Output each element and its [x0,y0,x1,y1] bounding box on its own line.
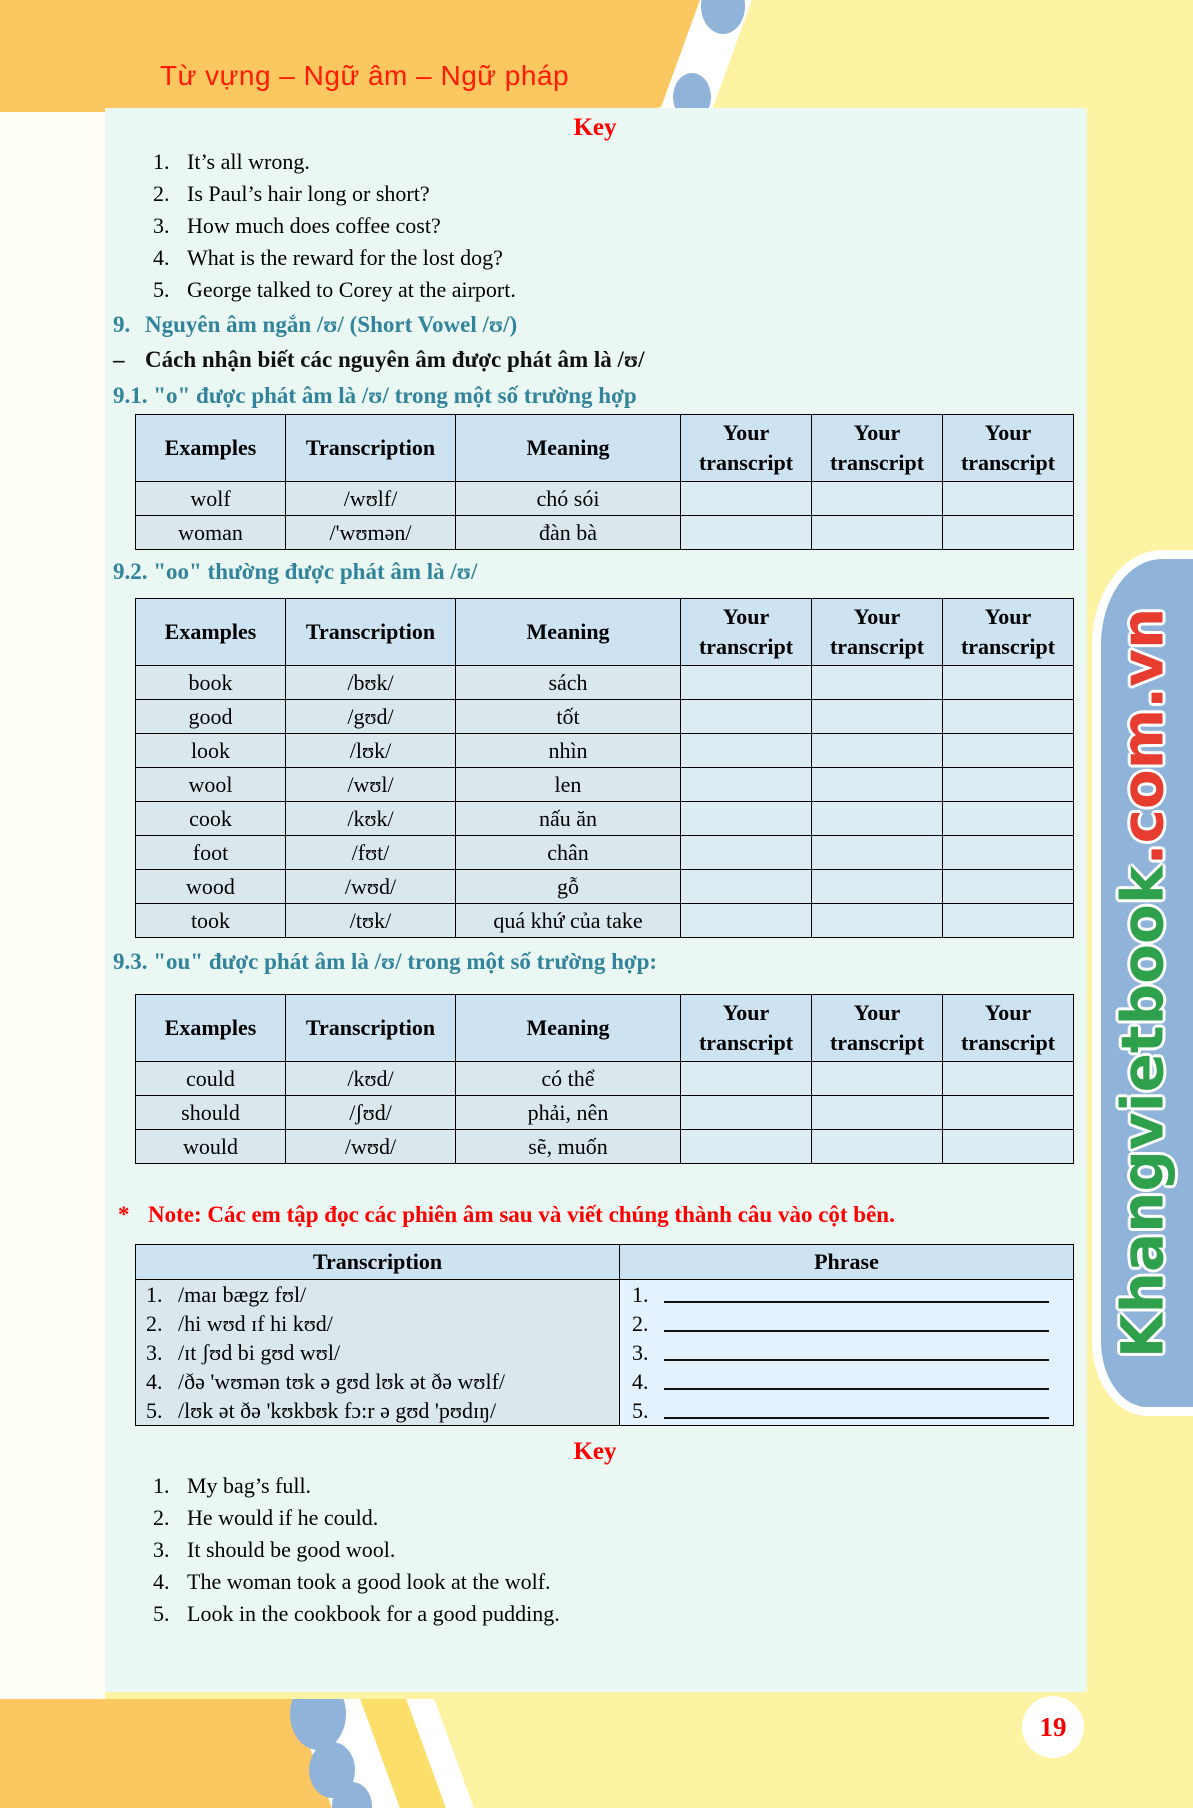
column-header: Your transcript [681,415,812,482]
table-row [136,1338,1074,1367]
your-transcript-empty-cell [812,700,943,734]
note-line [118,1198,1077,1232]
table-cell: chó sói [456,482,681,516]
your-transcript-empty-cell [681,904,812,938]
column-header: Transcription [286,599,456,666]
your-transcript-empty-cell [681,1096,812,1130]
column-header: Phrase [620,1245,1074,1280]
key-list-item [153,242,1077,274]
item-number: 3. [146,1339,163,1365]
watermark-red-part: .com.vn [1108,607,1177,866]
ipa-transcription: /lʊk ət ðə 'kʊkbʊk fɔ:r ə gʊd 'pʊdɪŋ/ [178,1397,497,1423]
key-answer-list-top [153,146,1077,306]
item-number: 1. [153,1473,170,1498]
your-transcript-empty-cell [943,1096,1074,1130]
section-9-3-heading: 9.3. "ou" được phát âm là /ʊ/ trong một số trường hợp: [113,949,658,974]
table-cell: /ʃʊd/ [286,1096,456,1130]
table-cell: /bʊk/ [286,666,456,700]
item-text: Look in the cookbook for a good pudding. [187,1601,560,1626]
your-transcript-empty-cell [943,1062,1074,1096]
your-transcript-empty-cell [812,768,943,802]
left-margin-strip [0,108,105,1699]
item-number: 1. [146,1281,163,1307]
your-transcript-empty-cell [681,870,812,904]
table-header-row [136,599,1074,666]
table-cell: gỗ [456,870,681,904]
your-transcript-empty-cell [943,516,1074,550]
column-header: Transcription [136,1245,620,1280]
your-transcript-empty-cell [812,516,943,550]
phrase-cell [620,1309,1074,1338]
transcription-cell [136,1280,620,1310]
table-cell: /'wʊmən/ [286,516,456,550]
item-text: He would if he could. [187,1505,379,1530]
table-cell: foot [136,836,286,870]
item-text: George talked to Corey at the airport. [187,277,516,302]
item-text: What is the reward for the lost dog? [187,245,503,270]
table-row [136,482,1074,516]
column-header: Meaning [456,599,681,666]
dash-bullet: – [113,347,125,372]
your-transcript-empty-cell [812,666,943,700]
table-cell: /gʊd/ [286,700,456,734]
item-number: 3. [153,1537,170,1562]
table-cell: /wʊd/ [286,1130,456,1164]
your-transcript-empty-cell [812,904,943,938]
table-cell: wool [136,768,286,802]
your-transcript-empty-cell [812,870,943,904]
ipa-transcription: /hi wʊd ɪf hi kʊd/ [178,1310,333,1336]
table-cell: nấu ăn [456,802,681,836]
item-text: The woman took a good look at the wolf. [187,1569,551,1594]
pronunciation-table-9-3 [135,994,1074,1164]
pronunciation-table-9-1 [135,414,1074,550]
table-cell: có thể [456,1062,681,1096]
table-cell: could [136,1062,286,1096]
table-row [136,1096,1074,1130]
table-row [136,802,1074,836]
your-transcript-empty-cell [681,802,812,836]
table-row [136,1280,1074,1310]
item-number: 4. [153,245,170,270]
your-transcript-empty-cell [812,836,943,870]
table-cell: quá khứ của take [456,904,681,938]
watermark-green-part: Khangvietbook [1108,865,1177,1359]
item-number: 1. [632,1282,649,1307]
phrase-cell [620,1367,1074,1396]
your-transcript-empty-cell [812,1062,943,1096]
key-list-item [153,1470,1077,1502]
table-row [136,836,1074,870]
blank-writing-line [664,1339,1049,1361]
your-transcript-empty-cell [943,482,1074,516]
table-row [136,734,1074,768]
your-transcript-empty-cell [681,1062,812,1096]
item-number: 4. [146,1368,163,1394]
recognition-text: Cách nhận biết các nguyên âm được phát âm là /ʊ/ [145,347,645,372]
top-orange-shape [0,0,740,112]
table-cell: phải, nên [456,1096,681,1130]
table-cell: chân [456,836,681,870]
column-header: Meaning [456,995,681,1062]
transcription-cell [136,1309,620,1338]
your-transcript-empty-cell [943,802,1074,836]
page-number-badge [1022,1696,1084,1758]
your-transcript-empty-cell [812,734,943,768]
key-heading-top: Key [573,114,617,141]
table-row [136,1130,1074,1164]
column-header: Examples [136,599,286,666]
item-number: 5. [153,277,170,302]
your-transcript-empty-cell [943,666,1074,700]
table-cell: good [136,700,286,734]
item-text: It should be good wool. [187,1537,396,1562]
table-row [136,768,1074,802]
table-cell: /wʊd/ [286,870,456,904]
key-list-item [153,1534,1077,1566]
your-transcript-empty-cell [681,1130,812,1164]
item-number: 5. [146,1397,163,1423]
content-panel [105,108,1087,1692]
bottom-decoration-band [0,1699,1193,1808]
item-text: My bag’s full. [187,1473,312,1498]
key-list-item [153,274,1077,306]
table-cell: /fʊt/ [286,836,456,870]
key-list-item [153,1566,1077,1598]
page-number: 19 [1039,1711,1067,1742]
asterisk: * [118,1202,130,1227]
table-header-row [136,415,1074,482]
bottom-orange-shape [0,1699,334,1808]
table-cell: /tʊk/ [286,904,456,938]
table-row [136,904,1074,938]
your-transcript-empty-cell [943,904,1074,938]
key-list-item [153,146,1077,178]
note-text: Note: Các em tập đọc các phiên âm sau và viết chúng thành câu vào cột bên. [148,1202,895,1227]
item-number: 3. [632,1340,649,1365]
section-9-heading [113,308,1077,342]
your-transcript-empty-cell [681,836,812,870]
your-transcript-empty-cell [943,1130,1074,1164]
table-cell: /lʊk/ [286,734,456,768]
ipa-transcription: /ðə 'wʊmən tʊk ə gʊd lʊk ət ðə wʊlf/ [178,1368,506,1394]
your-transcript-empty-cell [812,482,943,516]
blank-writing-line [664,1281,1049,1303]
column-header: Examples [136,415,286,482]
key-list-item [153,1502,1077,1534]
item-text: How much does coffee cost? [187,213,441,238]
column-header: Your transcript [812,995,943,1062]
your-transcript-empty-cell [681,768,812,802]
table-cell: len [456,768,681,802]
transcription-cell [136,1338,620,1367]
column-header: Transcription [286,415,456,482]
column-header: Your transcript [943,415,1074,482]
your-transcript-empty-cell [681,700,812,734]
ipa-transcription: /maɪ bægz fʊl/ [178,1281,307,1307]
column-header: Examples [136,995,286,1062]
recognition-line [113,342,1077,378]
table-cell: /wʊlf/ [286,482,456,516]
table-cell: cook [136,802,286,836]
table-cell: wolf [136,482,286,516]
column-header: Transcription [286,995,456,1062]
column-header: Your transcript [681,599,812,666]
section-title: Nguyên âm ngắn /ʊ/ (Short Vowel /ʊ/) [145,312,518,337]
item-text: It’s all wrong. [187,149,310,174]
your-transcript-empty-cell [812,1130,943,1164]
table-cell: đàn bà [456,516,681,550]
item-number: 2. [153,1505,170,1530]
pronunciation-table-9-2 [135,598,1074,938]
table-cell: look [136,734,286,768]
your-transcript-empty-cell [681,666,812,700]
your-transcript-empty-cell [681,482,812,516]
table-cell: /kʊd/ [286,1062,456,1096]
your-transcript-empty-cell [943,836,1074,870]
table-row [136,1367,1074,1396]
transcription-cell [136,1367,620,1396]
item-number: 2. [632,1311,649,1336]
table-cell: /wʊl/ [286,768,456,802]
column-header: Your transcript [943,995,1074,1062]
table-cell: wood [136,870,286,904]
item-number: 5. [153,1601,170,1626]
table-cell: book [136,666,286,700]
blank-writing-line [664,1397,1049,1419]
your-transcript-empty-cell [812,802,943,836]
key-list-item [153,1598,1077,1630]
table-cell: took [136,904,286,938]
column-header: Your transcript [812,415,943,482]
your-transcript-empty-cell [681,516,812,550]
item-number: 2. [153,181,170,206]
table-cell: sách [456,666,681,700]
table-row [136,1309,1074,1338]
column-header: Your transcript [943,599,1074,666]
section-9-1-heading: 9.1. "o" được phát âm là /ʊ/ trong một số trường hợp [113,383,637,408]
table-cell: would [136,1130,286,1164]
table-row [136,666,1074,700]
table-cell: tốt [456,700,681,734]
item-number: 1. [153,149,170,174]
ipa-transcription: /ɪt ʃʊd bi gʊd wʊl/ [178,1339,341,1365]
item-number: 4. [153,1569,170,1594]
key-answer-list-bottom [153,1470,1077,1630]
key-heading-bottom: Key [573,1438,617,1465]
column-header: Meaning [456,415,681,482]
item-number: 5. [632,1398,649,1423]
transcription-phrase-table [135,1244,1074,1426]
your-transcript-empty-cell [943,768,1074,802]
your-transcript-empty-cell [681,734,812,768]
table-row [136,1062,1074,1096]
column-header: Your transcript [812,599,943,666]
table-header-row [136,995,1074,1062]
column-header: Your transcript [681,995,812,1062]
your-transcript-empty-cell [812,1096,943,1130]
phrase-cell [620,1338,1074,1367]
phrase-cell [620,1396,1074,1426]
your-transcript-empty-cell [943,700,1074,734]
your-transcript-empty-cell [943,734,1074,768]
table-row [136,516,1074,550]
table-row [136,1396,1074,1426]
item-text: Is Paul’s hair long or short? [187,181,430,206]
item-number: 2. [146,1310,163,1336]
your-transcript-empty-cell [943,870,1074,904]
table-row [136,700,1074,734]
key-list-item [153,210,1077,242]
blank-writing-line [664,1368,1049,1390]
table-row [136,870,1074,904]
section-number: 9. [113,312,131,337]
table-cell: /kʊk/ [286,802,456,836]
section-9-2-heading: 9.2. "oo" thường được phát âm là /ʊ/ [113,559,478,584]
transcription-cell [136,1396,620,1426]
blank-writing-line [664,1310,1049,1332]
item-number: 3. [153,213,170,238]
table-cell: woman [136,516,286,550]
table-header-row [136,1245,1074,1280]
table-cell: sẽ, muốn [456,1130,681,1164]
item-number: 4. [632,1369,649,1394]
page-title: Từ vựng – Ngữ âm – Ngữ pháp [160,60,570,91]
phrase-cell [620,1280,1074,1310]
table-cell: should [136,1096,286,1130]
table-cell: nhìn [456,734,681,768]
key-list-item [153,178,1077,210]
side-ribbon [1092,550,1193,1416]
